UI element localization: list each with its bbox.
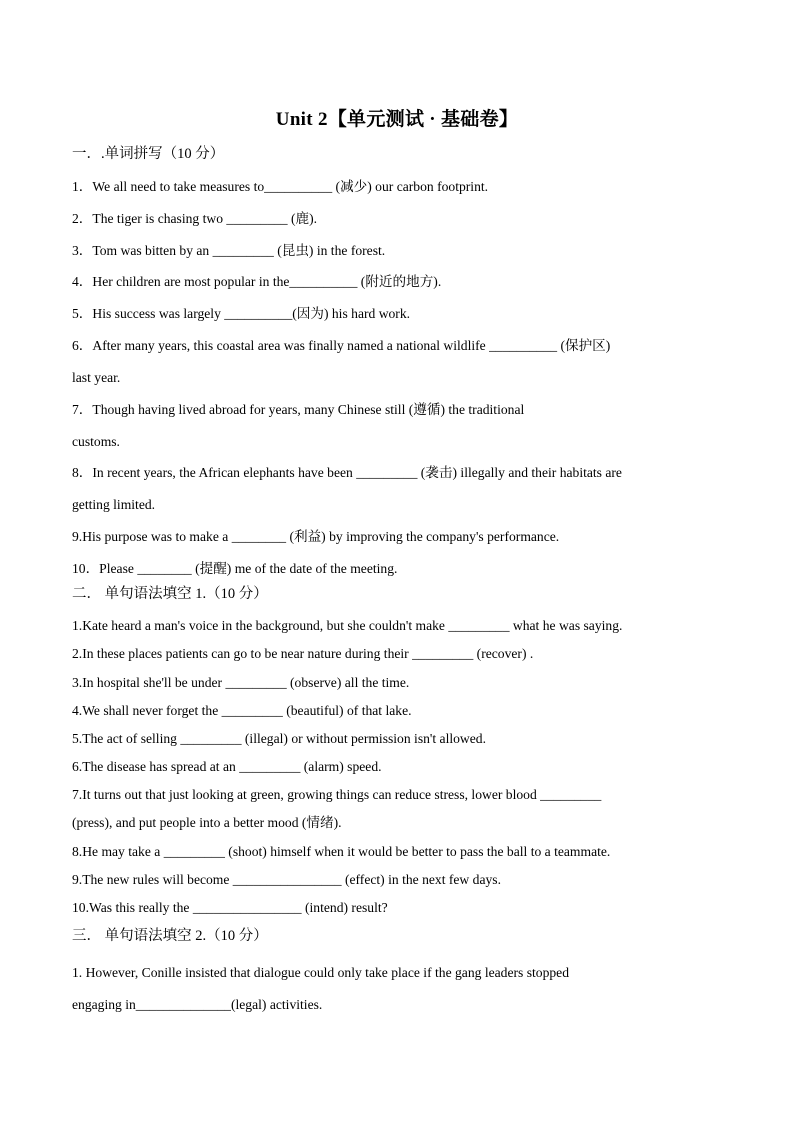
question-line: 10.Was this really the ________________ (intend) result?: [72, 900, 388, 915]
question-line: 10．Please ________ (提醒) me of the date of the meeting.: [72, 561, 398, 576]
question-line: 5.The act of selling _________ (illegal) or without permission isn't allowed.: [72, 731, 486, 746]
document-page: [72, 0, 722, 1123]
question-line: 3.In hospital she'll be under _________ (observe) all the time.: [72, 675, 410, 690]
question-line: 9.His purpose was to make a ________ (利益) by improving the company's performance.: [72, 529, 560, 544]
section-3-heading: 三． 单句语法填空 2.（10 分）: [72, 928, 268, 944]
question-line: 1. However, Conille insisted that dialogue could only take place if the gang leaders stopped: [72, 965, 570, 980]
question-line: 8.He may take a _________ (shoot) himself when it would be better to pass the ball to a teammate.: [72, 844, 611, 859]
question-line: 7.It turns out that just looking at green, growing things can reduce stress, lower blood _________: [72, 787, 602, 802]
question-line: 2.In these places patients can go to be near nature during their _________ (recover) .: [72, 646, 534, 661]
question-line: 1．We all need to take measures to__________ (减少) our carbon footprint.: [72, 179, 489, 194]
question-line: 5．His success was largely __________(因为) his hard work.: [72, 306, 411, 321]
question-line: 9.The new rules will become ________________ (effect) in the next few days.: [72, 872, 501, 887]
question-line: 2．The tiger is chasing two _________ (鹿).: [72, 211, 318, 226]
question-line-continued: getting limited.: [72, 497, 156, 512]
question-line-continued: engaging in______________(legal) activities.: [72, 997, 323, 1012]
question-line: 7．Though having lived abroad for years, many Chinese still (遵循) the traditional: [72, 402, 525, 417]
question-line: 6.The disease has spread at an _________ (alarm) speed.: [72, 759, 382, 774]
question-line-continued: customs.: [72, 434, 120, 449]
question-line-continued: last year.: [72, 370, 121, 385]
question-line: 4.We shall never forget the _________ (beautiful) of that lake.: [72, 703, 412, 718]
document-title: Unit 2【单元测试 · 基础卷】: [275, 109, 519, 130]
question-line: 1.Kate heard a man's voice in the background, but she couldn't make _________ what he was saying.: [72, 618, 623, 633]
question-line: 4．Her children are most popular in the__________ (附近的地方).: [72, 274, 442, 289]
section-2-heading: 二． 单句语法填空 1.（10 分）: [72, 586, 268, 602]
question-line: 8．In recent years, the African elephants have been _________ (袭击) illegally and their habitats are: [72, 465, 622, 480]
question-line-continued: (press), and put people into a better mood (情绪).: [72, 815, 342, 830]
question-line: 3．Tom was bitten by an _________ (昆虫) in the forest.: [72, 243, 386, 258]
question-line: 6．After many years, this coastal area was finally named a national wildlife __________ (保护区): [72, 338, 611, 353]
section-1-heading: 一．.单词拼写（10 分）: [72, 146, 225, 162]
